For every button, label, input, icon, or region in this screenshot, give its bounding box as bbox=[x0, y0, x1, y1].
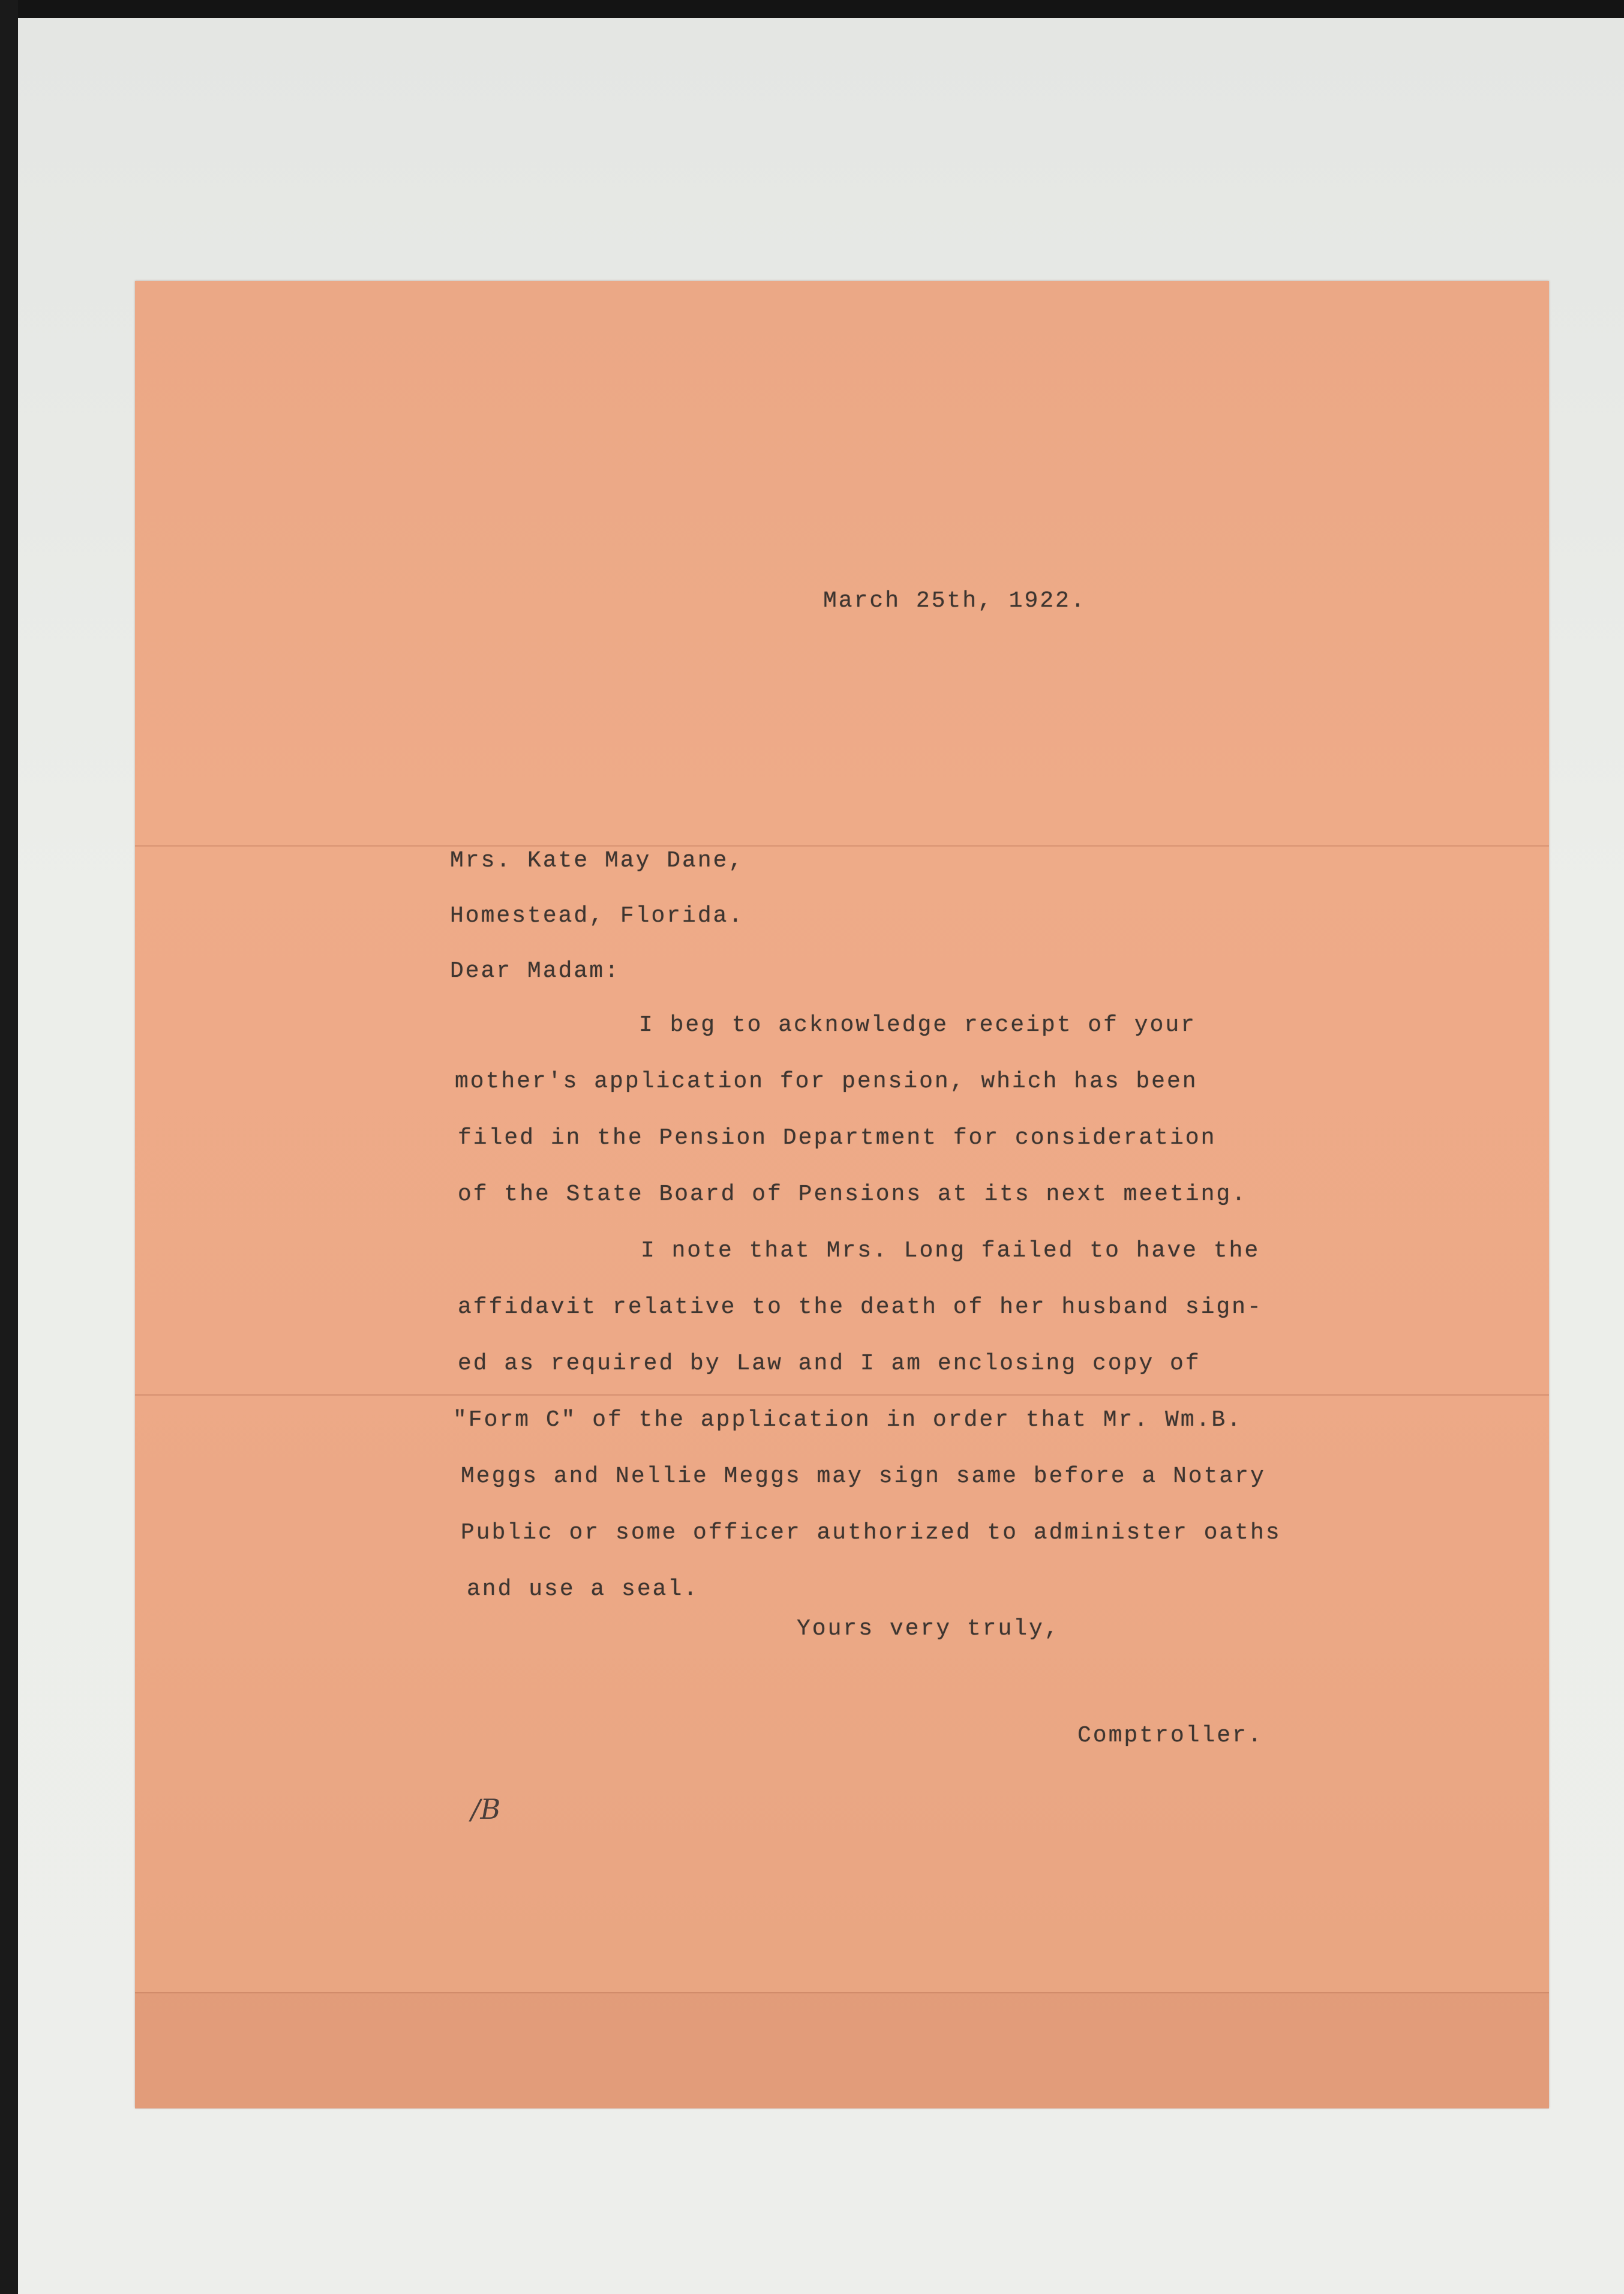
body-line: "Form C" of the application in order that Mr. Wm.B. bbox=[453, 1407, 1242, 1433]
scan-border-left bbox=[0, 0, 18, 2294]
signature-title: Comptroller. bbox=[1077, 1723, 1263, 1749]
body-line: Public or some officer authorized to administer oaths bbox=[461, 1520, 1281, 1546]
body-line: mother's application for pension, which has been bbox=[455, 1069, 1198, 1094]
body-line: of the State Board of Pensions at its next meeting. bbox=[458, 1182, 1247, 1207]
body-line: Meggs and Nellie Meggs may sign same before a Notary bbox=[461, 1464, 1266, 1489]
scan-border-top bbox=[0, 0, 1624, 18]
recipient-name: Mrs. Kate May Dane, bbox=[450, 848, 745, 874]
recipient-address: Homestead, Florida. bbox=[450, 903, 745, 929]
typist-initials: /B bbox=[471, 1793, 501, 1825]
body-line: I beg to acknowledge receipt of your bbox=[639, 1012, 1196, 1038]
letter-date: March 25th, 1922. bbox=[823, 588, 1086, 614]
body-line: I note that Mrs. Long failed to have the bbox=[641, 1238, 1260, 1264]
fold-line bbox=[135, 1394, 1549, 1396]
letter-paper bbox=[135, 281, 1549, 2108]
body-line: affidavit relative to the death of her husband sign- bbox=[458, 1294, 1263, 1320]
salutation: Dear Madam: bbox=[450, 958, 620, 984]
fold-line bbox=[135, 845, 1549, 847]
body-line: and use a seal. bbox=[467, 1576, 700, 1602]
body-line: filed in the Pension Department for consideration bbox=[458, 1125, 1217, 1151]
letter-closing: Yours very truly, bbox=[797, 1616, 1060, 1642]
body-line: ed as required by Law and I am enclosing copy of bbox=[458, 1351, 1201, 1377]
paper-bottom-strip bbox=[135, 1992, 1549, 2109]
